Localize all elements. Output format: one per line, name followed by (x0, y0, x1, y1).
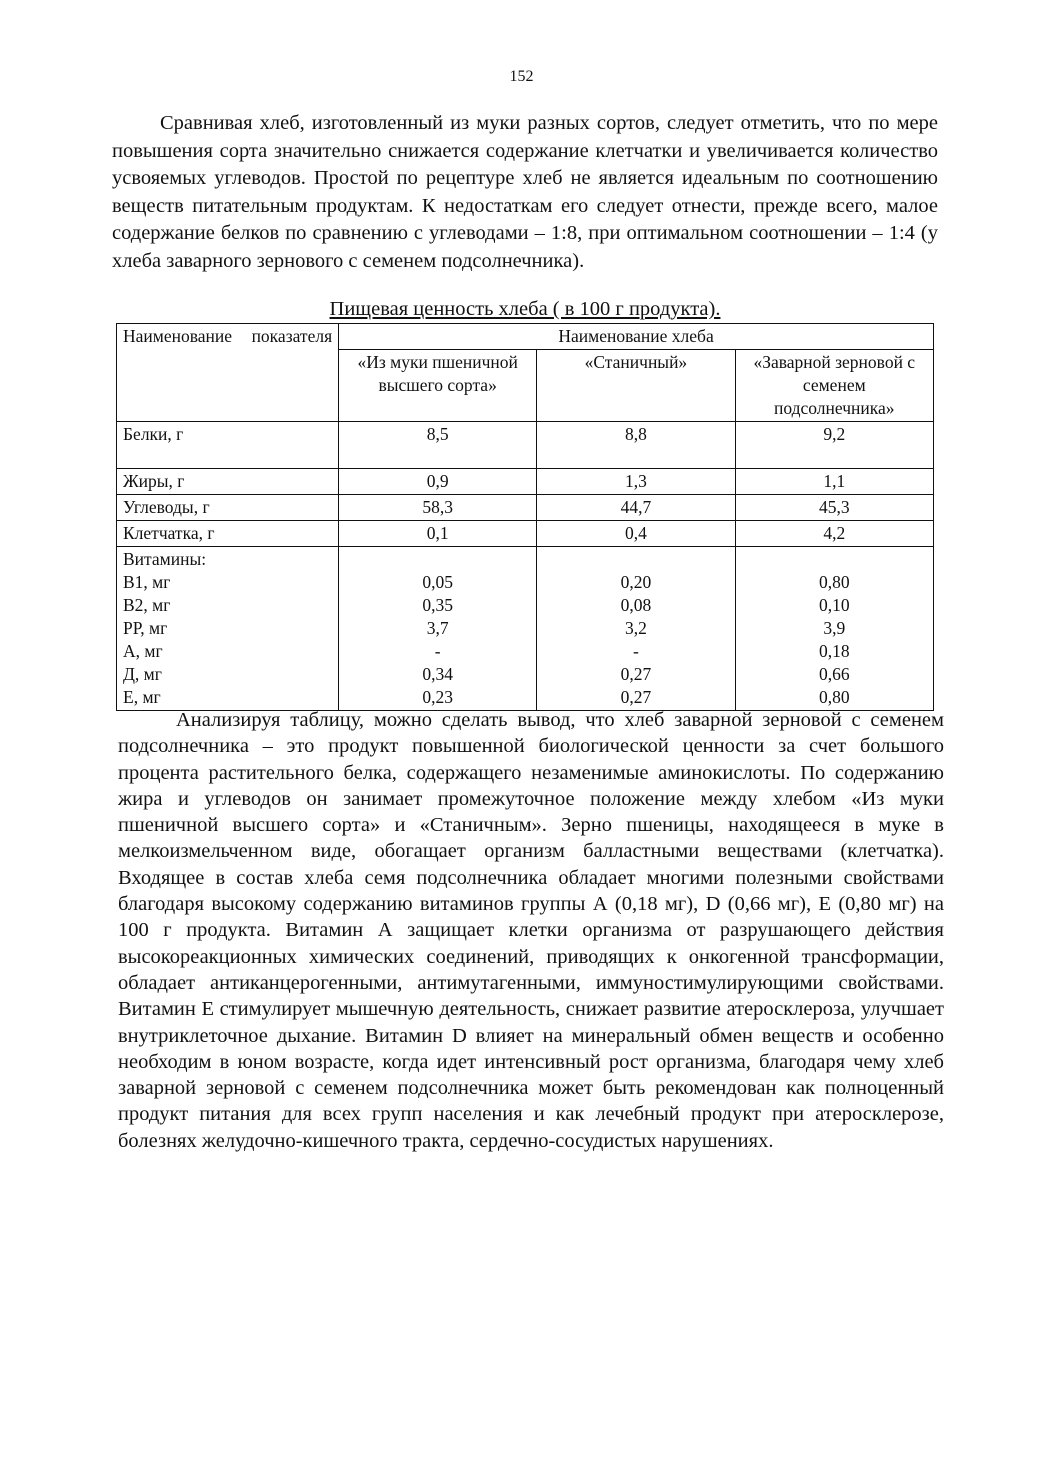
analysis-paragraph: Анализируя таблицу, можно сделать вывод, что хлеб заварной зерновой с семенем подсолнечника – это продукт повышенной биологической ценности за счет большого процента растительного белка, содержащего незаменимые аминокислоты. По содержанию жира и углеводов он занимает промежуточное положение между хлебом «Из муки пшеничной высшего сорта» и «Станичным». Зерно пшеницы, находящееся в муке в мелкоизмельченном виде, обогащает организм балластными веществами (клетчатка). Входящее в состав хлеба семя подсолнечника обладает многими полезными свойствами благодаря высокому содержанию витаминов группы А (0,18 мг), D (0,66 мг), Е (0,80 мг) на 100 г продукта. Витамин А защищает клетки организма от разрушающего действия высокореакционных химических соединений, приводящих к онкогенной трансформации, обладает антиканцерогенными, антимутагенными, иммуностимулирующими свойствами. Витамин Е стимулирует мышечную деятельность, снижает развитие атеросклероза, улучшает внутриклеточное дыхание. Витамин D влияет на минеральный обмен веществ и особенно необходим в юном возрасте, когда идет интенсивный рост организма, благодаря чему хлеб заварной зерновой с семенем подсолнечника может быть рекомендован как полноценный продукт питания для всех групп населения и как лечебный продукт при атеросклерозе, болезнях желудочно-кишечного тракта, сердечно-сосудистых нарушениях. (118, 709, 944, 1152)
cell-value: - (632, 641, 639, 661)
row-label: РР, мг (123, 618, 168, 638)
cell-value: 1,1 (735, 469, 933, 495)
cell-value: 8,5 (339, 422, 537, 469)
cell-value: 0,08 (620, 595, 652, 615)
cell-value: - (434, 641, 441, 661)
cell-value: 3,7 (426, 618, 449, 638)
cell-value: 0,27 (620, 664, 652, 684)
cell-value: 3,2 (624, 618, 647, 638)
cell-value: 0,05 (422, 572, 453, 592)
row-label: Белки, г (117, 422, 339, 469)
row-label: Жиры, г (117, 469, 339, 495)
cell-value: 44,7 (537, 495, 735, 521)
table-row (117, 495, 934, 521)
vitamins-labels (117, 547, 339, 711)
cell-value: 0,20 (620, 572, 652, 592)
indicator-header-text: Наименование показателя (123, 326, 333, 346)
cell-value: 0,34 (422, 664, 453, 684)
cell-value: 0,9 (339, 469, 537, 495)
col-header-wheat: «Из муки пшеничной высшего сорта» (339, 350, 537, 422)
cell-value: 0,66 (818, 664, 850, 684)
intro-paragraph: Сравнивая хлеб, изготовленный из муки разных сортов, следует отметить, что по мере повышения сорта значительно снижается содержание клетчатки и увеличивается количество усвояемых углеводов. Простой по рецептуре хлеб не является идеальным по соотношению веществ питательным продуктам. К недостаткам его следует отнести, прежде всего, малое содержание белков по сравнению с углеводами – 1:8, при оптимальном соотношении – 1:4 (у хлеба заварного зернового с семенем подсолнечника). (112, 112, 938, 272)
cell-value: 0,1 (339, 521, 537, 547)
table-row (117, 422, 934, 469)
cell-value: 3,9 (823, 618, 846, 638)
indicator-header (117, 324, 339, 422)
nutrition-table (116, 323, 934, 711)
row-label: Клетчатка, г (117, 521, 339, 547)
table-header-row (117, 324, 934, 350)
vitamins-col-wheat (339, 547, 537, 711)
table-row (117, 521, 934, 547)
cell-value: 0,23 (422, 687, 453, 707)
cell-value: 0,18 (818, 641, 850, 661)
cell-value: 0,27 (620, 687, 652, 707)
cell-value: 0,35 (422, 595, 453, 615)
row-label: А, мг (123, 641, 163, 661)
cell-value: 0,4 (537, 521, 735, 547)
row-label: В2, мг (123, 595, 171, 615)
vitamins-row (117, 547, 934, 711)
vitamins-col-stanichny (537, 547, 735, 711)
page-number: 152 (509, 68, 534, 85)
cell-value: 0,10 (818, 595, 850, 615)
row-label: Е, мг (123, 687, 161, 707)
col-header-stanichny: «Станичный» (537, 350, 735, 422)
vitamins-col-zavarnoy (735, 547, 933, 711)
vitamins-label: Витамины: (123, 549, 207, 569)
cell-value: 4,2 (735, 521, 933, 547)
row-label: В1, мг (123, 572, 171, 592)
cell-value: 45,3 (735, 495, 933, 521)
cell-value: 9,2 (735, 422, 933, 469)
cell-value: 1,3 (537, 469, 735, 495)
col-header-zavarnoy: «Заварной зерновой с семенем подсолнечника» (735, 350, 933, 422)
table-row (117, 469, 934, 495)
row-label: Д, мг (123, 664, 162, 684)
table-caption: Пищевая ценность хлеба ( в 100 г продукта). (329, 298, 721, 320)
cell-value: 58,3 (339, 495, 537, 521)
row-label: Углеводы, г (117, 495, 339, 521)
bread-group-header: Наименование хлеба (339, 324, 934, 350)
cell-value: 0,80 (818, 572, 850, 592)
cell-value: 8,8 (537, 422, 735, 469)
cell-value: 0,80 (818, 687, 850, 707)
